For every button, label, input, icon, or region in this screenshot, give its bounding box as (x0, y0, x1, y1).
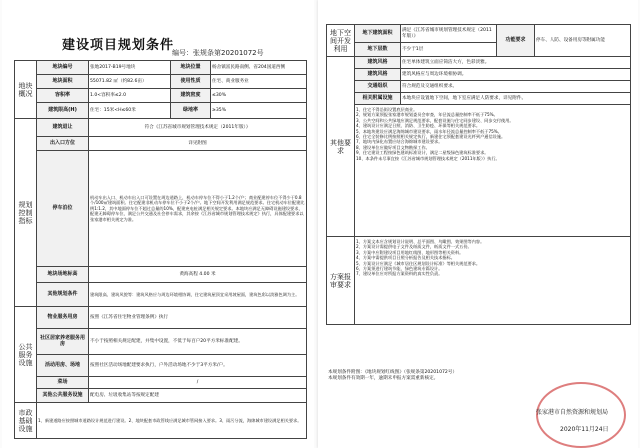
review-item: 6、方案须进行建筑节能、绿色建筑专篇设计。 (356, 266, 443, 272)
section-underground-label: 地下空间开发利用 (327, 25, 355, 57)
requirements-list (355, 105, 631, 237)
underground-label: 地下建筑面积 (355, 25, 401, 43)
left-page (2, 0, 314, 448)
plan-value: 符合规范及交通组织要求。 (401, 81, 631, 93)
requirement-item: 7、地块内绿化布置应结合海绵城市建设要求。 (356, 139, 443, 145)
plan-value: 本地块应设置地下空间，地下室应满足人防要求，详见附件。 (401, 93, 631, 105)
review-item: 7、建设单位应对所报方案资料的真实性负责。 (356, 271, 443, 277)
requirement-item: 4、建筑设计应满足日照、消防、卫生防疫、环保等相关规范要求。 (356, 123, 481, 129)
underground-label: 地下层数 (355, 43, 401, 57)
land-label: 使用性质 (171, 75, 211, 89)
plan-value: 建筑风格应与周边环境相协调。 (401, 69, 631, 81)
entrance-label: 出入口方位 (37, 137, 89, 151)
document-number: 编号：张规条第20201072号 (172, 49, 264, 57)
right-table (326, 24, 631, 325)
parking-label: 停车泊位 (37, 151, 89, 267)
land-value: 杨舍镇富民路南侧、省204国道西侧 (211, 61, 307, 75)
land-label: 地块位置 (171, 61, 211, 75)
underground-value: 满足《江苏省城市规划管理技术规定（2011年版）》 (401, 25, 497, 43)
service-label: 活动用房、场地 (37, 355, 89, 377)
plan-label: 建筑风格 (355, 57, 401, 69)
requirement-item: 2、规划方案须报张家港市规划委员会审查，年径流总量控制率不低于75%。 (356, 112, 498, 118)
footnote: 本规划条件附图：《地块规划红线图》（张规条第20201072号） (328, 370, 458, 375)
other-conditions-label: 其他规划条件 (37, 283, 89, 307)
plan-value: 住宅单体建筑立面应简洁大方，色彩淡雅。 (401, 57, 631, 69)
land-value: 住宅：15米<H≤60米 (89, 103, 171, 119)
service-value: 不小于按照相关规定配建，并集中设置，不低于每百户20平方米标准配建。 (89, 329, 307, 355)
plan-label: 建筑风格 (355, 69, 401, 81)
land-value: 55071.82 ㎡（约82.6亩） (89, 75, 171, 89)
section-public-label: 公共服务设施 (15, 307, 37, 403)
function-label: 功能要求 (497, 25, 535, 57)
plan-label: 相关附属设施 (355, 93, 401, 105)
footnote: 本规划条件有效期一年，逾期未申报方案需重新核定。 (328, 376, 439, 381)
requirement-item: 3、公共空间和公共绿地应满足规范要求，配套设施与住宅同步建设、同步交付使用。 (356, 117, 514, 123)
land-label: 地块编号 (37, 61, 89, 75)
review-item: 1、方案文本应含规划设计说明、总平面图、鸟瞰图、效果图等内容。 (356, 239, 485, 244)
service-label: 其他公共服务设施 (37, 389, 89, 403)
review-item: 3、方案中应附建设项目用地红线图、地形图等相关资料。 (356, 249, 464, 255)
issue-date: 2020年11月24日 (560, 426, 609, 433)
land-label: 地块面积 (37, 75, 89, 89)
section-review-label: 方案报审要求 (327, 237, 355, 325)
land-value: 张地2017-B19号地块 (89, 61, 171, 75)
requirement-item: 9、住宅建设工程按绿色建筑标准设计，满足二星级绿色建筑标准要求。 (356, 150, 489, 156)
land-label: 绿地率 (171, 103, 211, 119)
service-label: 社区居家养老服务用房 (37, 329, 89, 355)
requirement-item: 5、本地块建设应满足海绵城市建设要求，雨水年径流总量控制率不低于75%。 (356, 128, 502, 134)
service-label: 物业服务用房 (37, 307, 89, 329)
review-item: 5、方案设计应满足《城市居住区规划设计标准》等相关规范要求。 (356, 260, 481, 266)
service-value: 按照《江苏省住宅物业管理条例》执行 (89, 307, 307, 329)
review-list (355, 237, 631, 325)
section-municipal-label: 市政基础设施 (15, 403, 37, 439)
function-value: 停车、人防、设备用房等附属功能 (535, 25, 631, 57)
footnotes (328, 370, 528, 382)
land-value: 1.0<容积率≤2.0 (89, 89, 171, 103)
site-height-value: 黄海高程 4.00 米 (89, 267, 307, 283)
land-value: 住宅、商业服务业 (211, 75, 307, 89)
left-table (14, 60, 307, 439)
land-value: ≤30% (211, 89, 307, 103)
requirement-item: 8、建设单位应做好项目文物勘探工作。 (356, 144, 430, 150)
parking-text: 机动车出入口、机动车出入口可设置在周边道路上，机动车停车位不得小于1.2个/户；商业配建停车位不得少于0.8个/100㎡建筑面积。住宅配建非机动车停车位不小于2个/户。地下空间开发利用满足规范要求。住宅机动车位配建比例1:1.2，其中地面停车位不超过总量的10%，配建充电桩满足相关规定要求。本地块应满足无障碍设施建设要求，配建无障碍停车位，满足公共交通及社会停车需求，其余按《江苏省城市规划管理技术规定》执行，具体配建要求以张家港市相关规定为准。 (89, 151, 307, 267)
section-land-label: 地块概况 (15, 61, 37, 119)
review-item: 4、方案中需提供项目日照分析报告及相关技术指标。 (356, 255, 455, 261)
service-value: / (89, 377, 307, 389)
requirement-item: 1、住宅不得沿街设置底层商业。 (356, 107, 418, 112)
setback-value: 符合《江苏省城市规划管理技术规定（2011年版）》 (89, 119, 307, 137)
document-title: 建设项目规划条件 (62, 38, 175, 53)
section-planning-label: 规划控制指标 (15, 119, 37, 307)
requirement-item: 6、住宅全装修比例按照相关规定执行，新建住宅须配套建设光纤到户通信设施。 (356, 134, 506, 140)
right-page (318, 0, 638, 448)
site-height-label: 地块场地标高 (37, 267, 89, 283)
municipal-text: 1、新建道路应按照城市道路设计规范进行建设。2、地块配套市政管线应满足城市管网接入要求。3、雨污分流，海绵城市建设满足相关要求。 (37, 403, 307, 439)
review-item: 2、方案设计需提供电子文件及纸质文件，纸质文件一式五份。 (356, 244, 472, 250)
entrance-value: 详见附图 (89, 137, 307, 151)
other-conditions-text: 建筑限高、建筑风貌等：建筑风格应与周边环境相协调，住宅建筑屋顶宜采用坡屋面，建筑色彩以淡雅色调为主。 (89, 283, 307, 307)
service-value: 按照社区活动场地配建要求执行，户外活动场地不少于3平方米/户。 (89, 355, 307, 377)
land-label: 容积率 (37, 89, 89, 103)
underground-value: 不少于1层 (401, 43, 497, 57)
issuer-name: 张家港市自然资源和规划局 (536, 409, 609, 416)
land-label: 建筑密度 (171, 89, 211, 103)
land-value: ≥35% (211, 103, 307, 119)
plan-label: 交通组织 (355, 81, 401, 93)
requirement-item: 10、本条件未尽事宜按《江苏省城市规划管理技术规定（2011年版）》执行。 (356, 155, 500, 161)
setback-label: 建筑退让 (37, 119, 89, 137)
land-label: 建筑限高(H) (37, 103, 89, 119)
service-value: 配电房、垃圾收集站等按规定配建 (89, 389, 307, 403)
section-other-label: 其他要求 (327, 57, 355, 237)
service-label: 菜场 (37, 377, 89, 389)
